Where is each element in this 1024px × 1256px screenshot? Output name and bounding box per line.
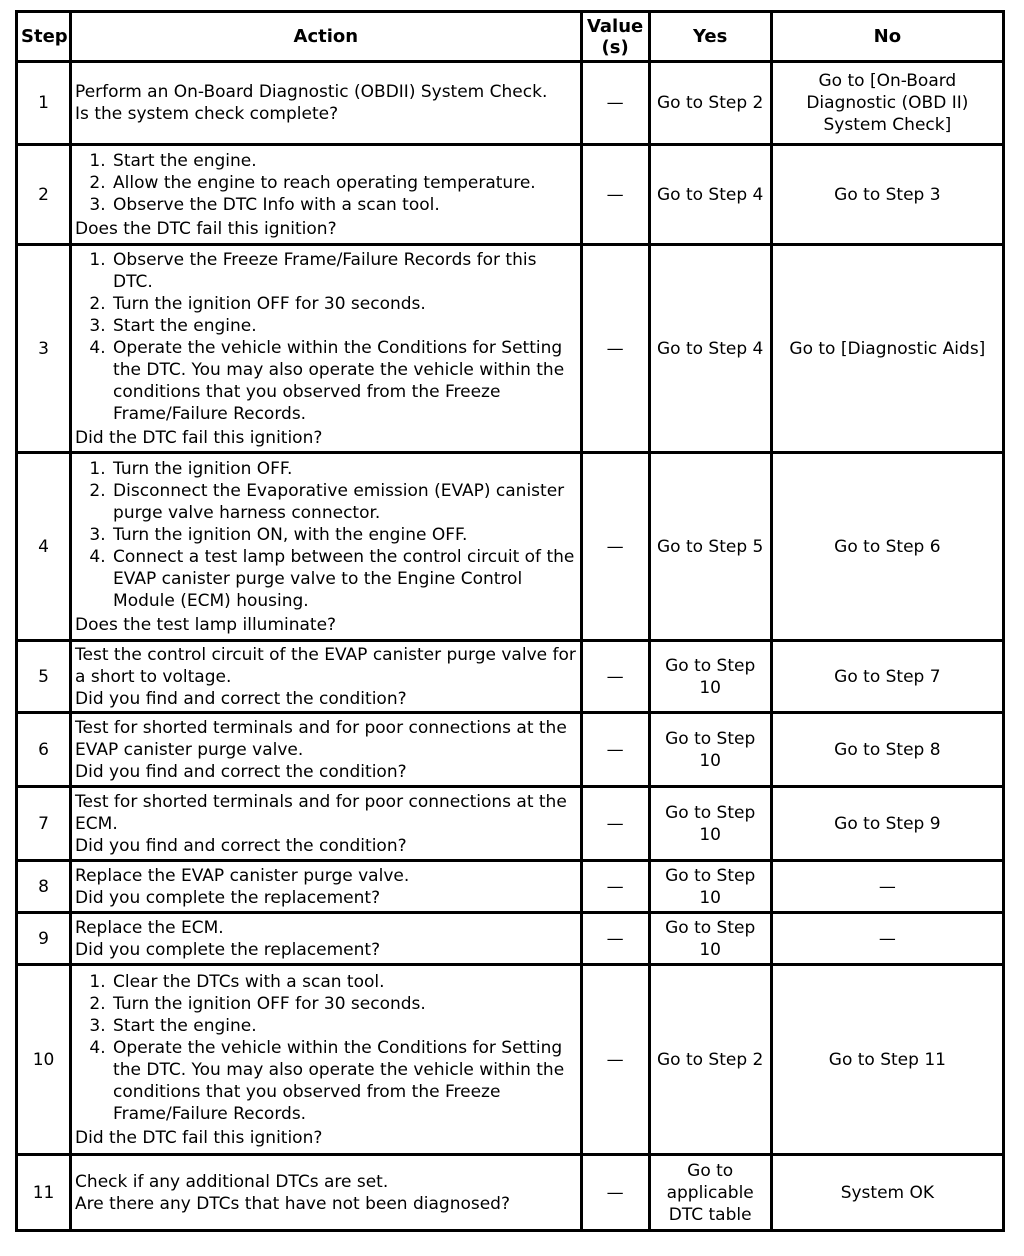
header-action: Action <box>71 12 582 62</box>
cell-action <box>71 641 582 713</box>
table-row <box>17 62 1004 145</box>
table-row <box>17 913 1004 965</box>
yes-action-text: Go to Step 10 <box>665 917 756 960</box>
table-row <box>17 787 1004 861</box>
cell-action <box>71 1155 582 1231</box>
action-step-item: 4. Operate the vehicle within the Conditions for Setting the DTC. You may also operate the vehicle within the conditions that you observed from the Freeze Frame/Failure Records. <box>111 1037 577 1125</box>
no-action-text: Go to Step 11 <box>828 1049 946 1070</box>
cell-step: 7 <box>17 787 71 861</box>
action-question: Does the DTC fail this ignition? <box>75 218 337 239</box>
yes-action-text: Go to Step 4 <box>656 338 764 359</box>
cell-yes <box>649 861 771 913</box>
cell-yes <box>649 965 771 1155</box>
table-row <box>17 1155 1004 1231</box>
no-action-text: Go to Step 3 <box>834 184 941 205</box>
no-action-text: System OK <box>840 1182 935 1203</box>
cell-step: 8 <box>17 861 71 913</box>
no-action-text: Go to [On-Board Diagnostic (OBD II) System Check] <box>806 71 969 135</box>
no-action-text: Go to Step 7 <box>834 666 941 687</box>
cell-no <box>771 861 1003 913</box>
header-step: Step <box>17 12 71 62</box>
table-row <box>17 965 1004 1155</box>
table-row <box>17 861 1004 913</box>
table-body <box>17 62 1004 1231</box>
yes-action-text: Go to Step 2 <box>656 1049 764 1070</box>
table-row <box>17 145 1004 245</box>
cell-yes <box>649 245 771 453</box>
cell-no <box>771 713 1003 787</box>
cell-step: 3 <box>17 245 71 453</box>
cell-step: 10 <box>17 965 71 1155</box>
cell-no <box>771 913 1003 965</box>
cell-action <box>71 913 582 965</box>
action-question: Did you complete the replacement? <box>75 887 381 908</box>
cell-yes <box>649 145 771 245</box>
header-row <box>17 12 1004 62</box>
cell-no <box>771 641 1003 713</box>
yes-action-text: Go to Step 2 <box>656 93 764 113</box>
cell-no <box>771 1155 1003 1231</box>
cell-yes <box>649 62 771 145</box>
cell-no <box>771 245 1003 453</box>
header-value <box>581 12 649 62</box>
cell-no <box>771 145 1003 245</box>
no-action-text: Go to Step 6 <box>834 536 941 557</box>
action-step-item: 2. Disconnect the Evaporative emission (EVAP) canister purge valve harness connector. <box>111 480 577 524</box>
action-step-item: 1. Start the engine. <box>111 150 577 172</box>
cell-no <box>771 62 1003 145</box>
header-value-line2: (s) <box>601 36 629 58</box>
action-steps-list <box>75 971 577 1125</box>
action-question: Did you complete the replacement? <box>75 939 381 960</box>
table-row <box>17 713 1004 787</box>
action-text: Check if any additional DTCs are set. <box>75 1171 389 1192</box>
action-step-item: 3. Start the engine. <box>111 315 577 337</box>
cell-no <box>771 787 1003 861</box>
cell-yes <box>649 787 771 861</box>
action-step-item: 2. Allow the engine to reach operating temperature. <box>111 172 577 194</box>
action-question: Did you find and correct the condition? <box>75 688 407 709</box>
cell-step: 11 <box>17 1155 71 1231</box>
no-action-text: Go to Step 8 <box>834 739 941 760</box>
cell-value: — <box>581 1155 649 1231</box>
action-question: Did you find and correct the condition? <box>75 761 407 782</box>
cell-action <box>71 713 582 787</box>
no-action-text: — <box>878 876 896 897</box>
action-step-item: 4. Operate the vehicle within the Conditions for Setting the DTC. You may also operate the vehicle within the conditions that you observed from the Freeze Frame/Failure Records. <box>111 337 577 425</box>
action-step-item: 3. Observe the DTC Info with a scan tool. <box>111 194 577 216</box>
cell-value: — <box>581 965 649 1155</box>
action-text: Test for shorted terminals and for poor connections at the ECM. <box>75 791 567 834</box>
action-question: Does the test lamp illuminate? <box>75 614 337 635</box>
header-value-line1: Value <box>586 15 644 37</box>
no-action-text: Go to [Diagnostic Aids] <box>789 338 986 359</box>
yes-action-text: Go to Step 10 <box>665 802 756 845</box>
action-step-item: 4. Connect a test lamp between the control circuit of the EVAP canister purge valve to the Engine Control Module (ECM) housing. <box>111 546 577 612</box>
cell-value: — <box>581 713 649 787</box>
cell-yes <box>649 913 771 965</box>
cell-value: — <box>581 861 649 913</box>
action-step-item: 3. Start the engine. <box>111 1015 577 1037</box>
yes-action-text: Go to applicable DTC table <box>666 1160 754 1225</box>
action-step-item: 2. Turn the ignition OFF for 30 seconds. <box>111 293 577 315</box>
action-question: Did the DTC fail this ignition? <box>75 427 323 448</box>
yes-action-text: Go to Step 10 <box>665 728 756 771</box>
action-step-item: 1. Clear the DTCs with a scan tool. <box>111 971 577 993</box>
action-step-item: 1. Observe the Freeze Frame/Failure Records for this DTC. <box>111 249 577 293</box>
cell-step: 4 <box>17 453 71 641</box>
action-text: Perform an On-Board Diagnostic (OBDII) System Check. <box>75 82 548 102</box>
diagnostic-table <box>15 10 1005 1232</box>
header-yes: Yes <box>649 12 771 62</box>
yes-action-text: Go to Step 10 <box>665 865 756 908</box>
action-text: Test the control circuit of the EVAP canister purge valve for a short to voltage. <box>75 644 576 687</box>
cell-value: — <box>581 913 649 965</box>
cell-step: 6 <box>17 713 71 787</box>
cell-value: — <box>581 245 649 453</box>
cell-yes <box>649 453 771 641</box>
action-question: Did you find and correct the condition? <box>75 835 407 856</box>
action-question: Is the system check complete? <box>75 104 339 124</box>
cell-action <box>71 245 582 453</box>
cell-value: — <box>581 62 649 145</box>
cell-no <box>771 453 1003 641</box>
action-step-item: 3. Turn the ignition ON, with the engine OFF. <box>111 524 577 546</box>
cell-action <box>71 453 582 641</box>
cell-value: — <box>581 787 649 861</box>
cell-value: — <box>581 453 649 641</box>
action-question: Are there any DTCs that have not been diagnosed? <box>75 1193 510 1214</box>
action-step-item: 2. Turn the ignition OFF for 30 seconds. <box>111 993 577 1015</box>
yes-action-text: Go to Step 5 <box>656 536 764 557</box>
action-text: Replace the EVAP canister purge valve. <box>75 865 410 886</box>
cell-step: 2 <box>17 145 71 245</box>
cell-action <box>71 145 582 245</box>
yes-action-text: Go to Step 10 <box>665 655 756 698</box>
cell-step: 5 <box>17 641 71 713</box>
cell-action <box>71 62 582 145</box>
action-question: Did the DTC fail this ignition? <box>75 1127 323 1148</box>
action-steps-list <box>75 249 577 425</box>
table-row <box>17 245 1004 453</box>
no-action-text: Go to Step 9 <box>834 813 941 834</box>
cell-no <box>771 965 1003 1155</box>
no-action-text: — <box>878 928 896 949</box>
cell-yes <box>649 1155 771 1231</box>
cell-action <box>71 965 582 1155</box>
cell-step: 9 <box>17 913 71 965</box>
action-text: Test for shorted terminals and for poor connections at the EVAP canister purge valve. <box>75 717 567 760</box>
cell-action <box>71 861 582 913</box>
action-step-item: 1. Turn the ignition OFF. <box>111 458 577 480</box>
header-no: No <box>771 12 1003 62</box>
cell-value: — <box>581 145 649 245</box>
cell-yes <box>649 641 771 713</box>
cell-value: — <box>581 641 649 713</box>
cell-step: 1 <box>17 62 71 145</box>
table-row <box>17 453 1004 641</box>
action-steps-list <box>75 458 577 612</box>
table-row <box>17 641 1004 713</box>
action-text: Replace the ECM. <box>75 917 224 938</box>
action-steps-list <box>75 150 577 216</box>
yes-action-text: Go to Step 4 <box>656 184 764 205</box>
cell-yes <box>649 713 771 787</box>
cell-action <box>71 787 582 861</box>
